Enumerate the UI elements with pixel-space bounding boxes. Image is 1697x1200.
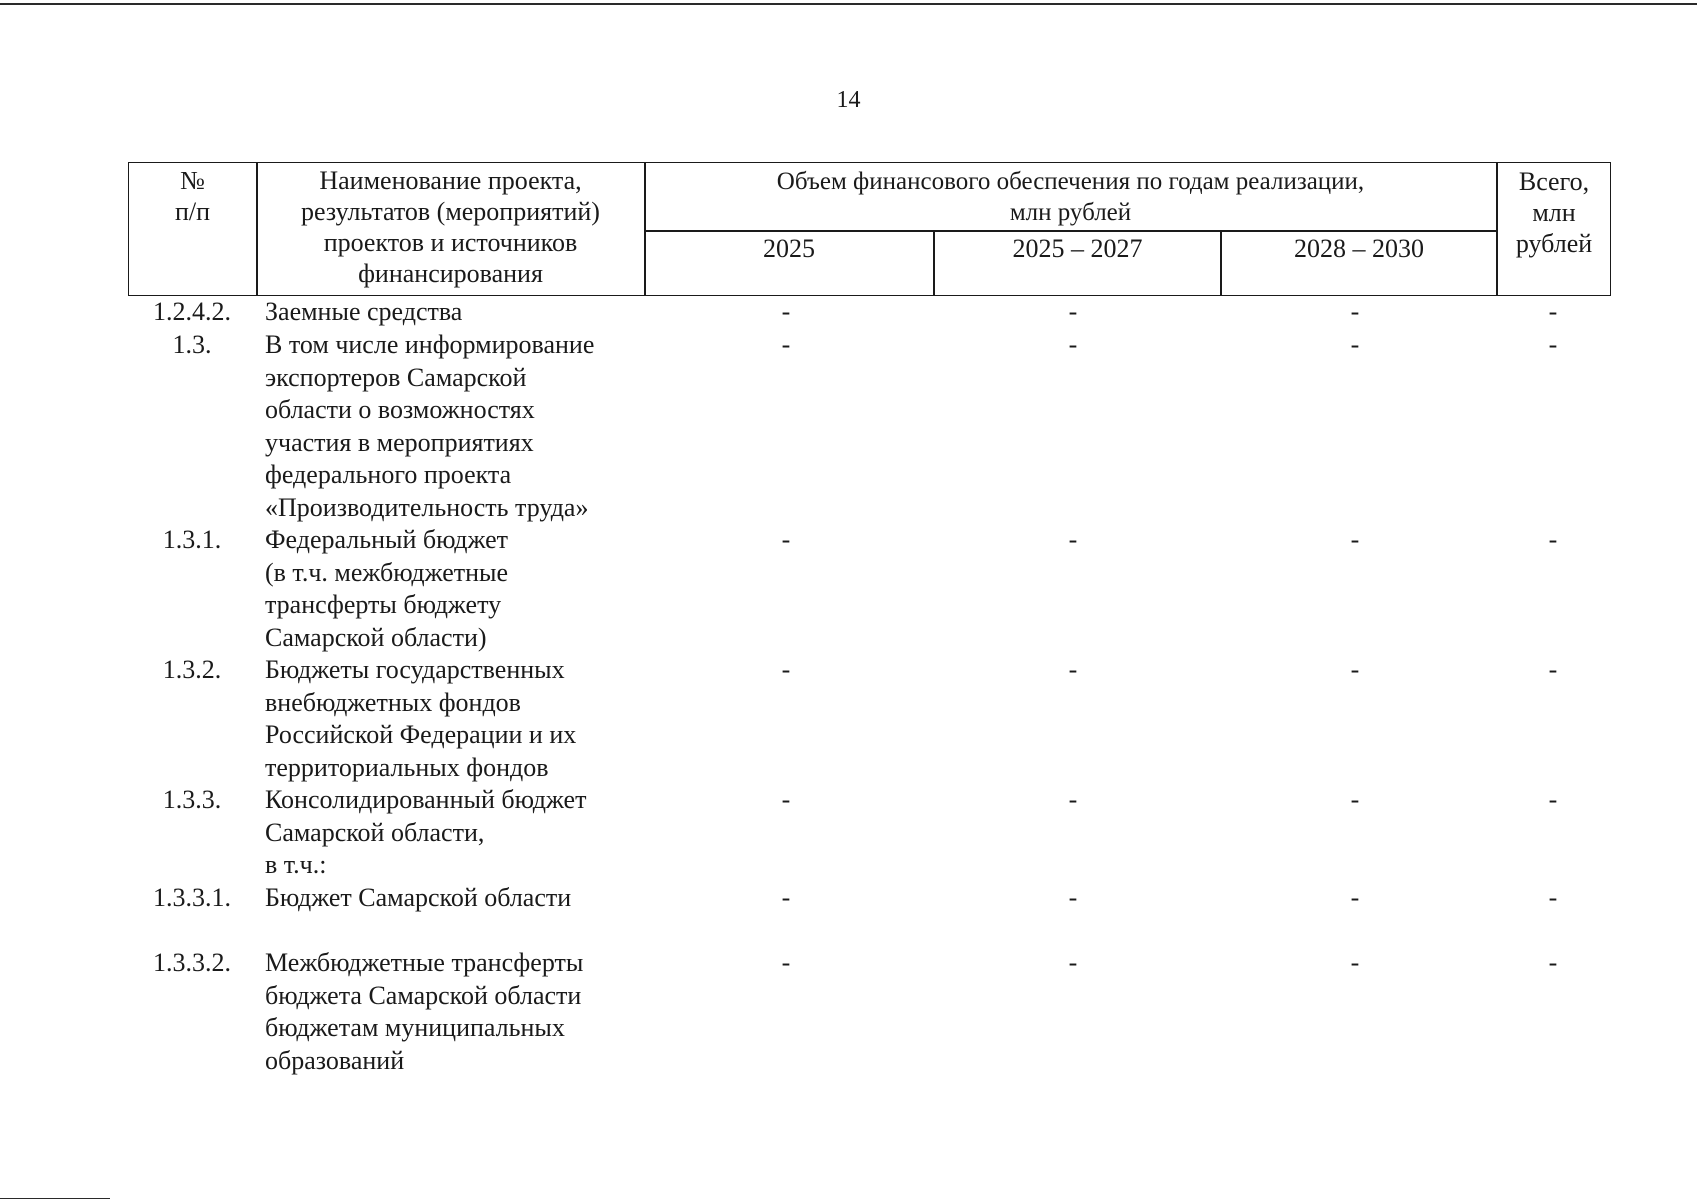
row-name: Федеральный бюджет (в т.ч. межбюджетные трансферты бюджету Самарской области) bbox=[265, 525, 509, 652]
row-value-2025: - bbox=[781, 297, 791, 326]
row-value-2025-2027: - bbox=[1068, 655, 1078, 684]
row-value-2028-2030: - bbox=[1350, 883, 1360, 912]
header-divider bbox=[644, 230, 1497, 232]
row-number: 1.3.3. bbox=[162, 785, 222, 814]
row-value-2025: - bbox=[781, 883, 791, 912]
header-col-year-2028-2030: 2028 – 2030 bbox=[1294, 234, 1424, 263]
row-value-total: - bbox=[1548, 525, 1558, 554]
row-value-2028-2030: - bbox=[1350, 525, 1360, 554]
row-value-2028-2030: - bbox=[1350, 297, 1360, 326]
header-col-num: № п/п bbox=[174, 166, 211, 226]
row-number: 1.3.3.1. bbox=[153, 883, 231, 912]
row-value-2028-2030: - bbox=[1350, 655, 1360, 684]
row-number: 1.3.3.2. bbox=[153, 948, 231, 977]
table-header bbox=[128, 162, 1611, 296]
row-value-total: - bbox=[1548, 330, 1558, 359]
header-col-volume: Объем финансового обеспечения по годам реализации, млн рублей bbox=[776, 168, 1365, 226]
header-col-total: Всего, млн рублей bbox=[1515, 167, 1593, 258]
row-value-2025-2027: - bbox=[1068, 785, 1078, 814]
row-number: 1.3.1. bbox=[162, 525, 222, 554]
row-value-total: - bbox=[1548, 785, 1558, 814]
footer-rule bbox=[0, 1198, 110, 1199]
row-value-2025-2027: - bbox=[1068, 297, 1078, 326]
row-name: Бюджеты государственных внебюджетных фондов Российской Федерации и их территориальных фондов bbox=[265, 655, 577, 782]
row-value-2025: - bbox=[781, 655, 791, 684]
top-rule bbox=[0, 3, 1697, 5]
row-value-total: - bbox=[1548, 655, 1558, 684]
row-value-2025-2027: - bbox=[1068, 948, 1078, 977]
row-value-2025: - bbox=[781, 330, 791, 359]
row-value-2025: - bbox=[781, 785, 791, 814]
row-value-2025: - bbox=[781, 525, 791, 554]
row-name: В том числе информирование экспортеров Самарской области о возможностях участия в мероприятиях федерального проекта «Производительность труда» bbox=[265, 330, 595, 522]
row-name: Консолидированный бюджет Самарской области, в т.ч.: bbox=[265, 785, 587, 879]
row-value-total: - bbox=[1548, 883, 1558, 912]
row-value-total: - bbox=[1548, 297, 1558, 326]
header-col-name: Наименование проекта, результатов (мероприятий) проектов и источников финансирования bbox=[301, 166, 600, 288]
row-value-2028-2030: - bbox=[1350, 948, 1360, 977]
row-number: 1.2.4.2. bbox=[153, 297, 231, 326]
page-number: 14 bbox=[836, 87, 861, 113]
row-value-2025-2027: - bbox=[1068, 883, 1078, 912]
row-value-2025: - bbox=[781, 948, 791, 977]
header-col-year-2025-2027: 2025 – 2027 bbox=[1012, 234, 1143, 263]
header-col-year-2025: 2025 bbox=[763, 234, 815, 263]
row-name: Заемные средства bbox=[265, 297, 463, 326]
row-value-2025-2027: - bbox=[1068, 330, 1078, 359]
row-value-2028-2030: - bbox=[1350, 785, 1360, 814]
row-value-total: - bbox=[1548, 948, 1558, 977]
row-name: Бюджет Самарской области bbox=[265, 883, 572, 912]
row-number: 1.3.2. bbox=[162, 655, 222, 684]
row-name: Межбюджетные трансферты бюджета Самарской области бюджетам муниципальных образований bbox=[265, 948, 584, 1075]
row-number: 1.3. bbox=[172, 330, 212, 359]
row-value-2025-2027: - bbox=[1068, 525, 1078, 554]
row-value-2028-2030: - bbox=[1350, 330, 1360, 359]
